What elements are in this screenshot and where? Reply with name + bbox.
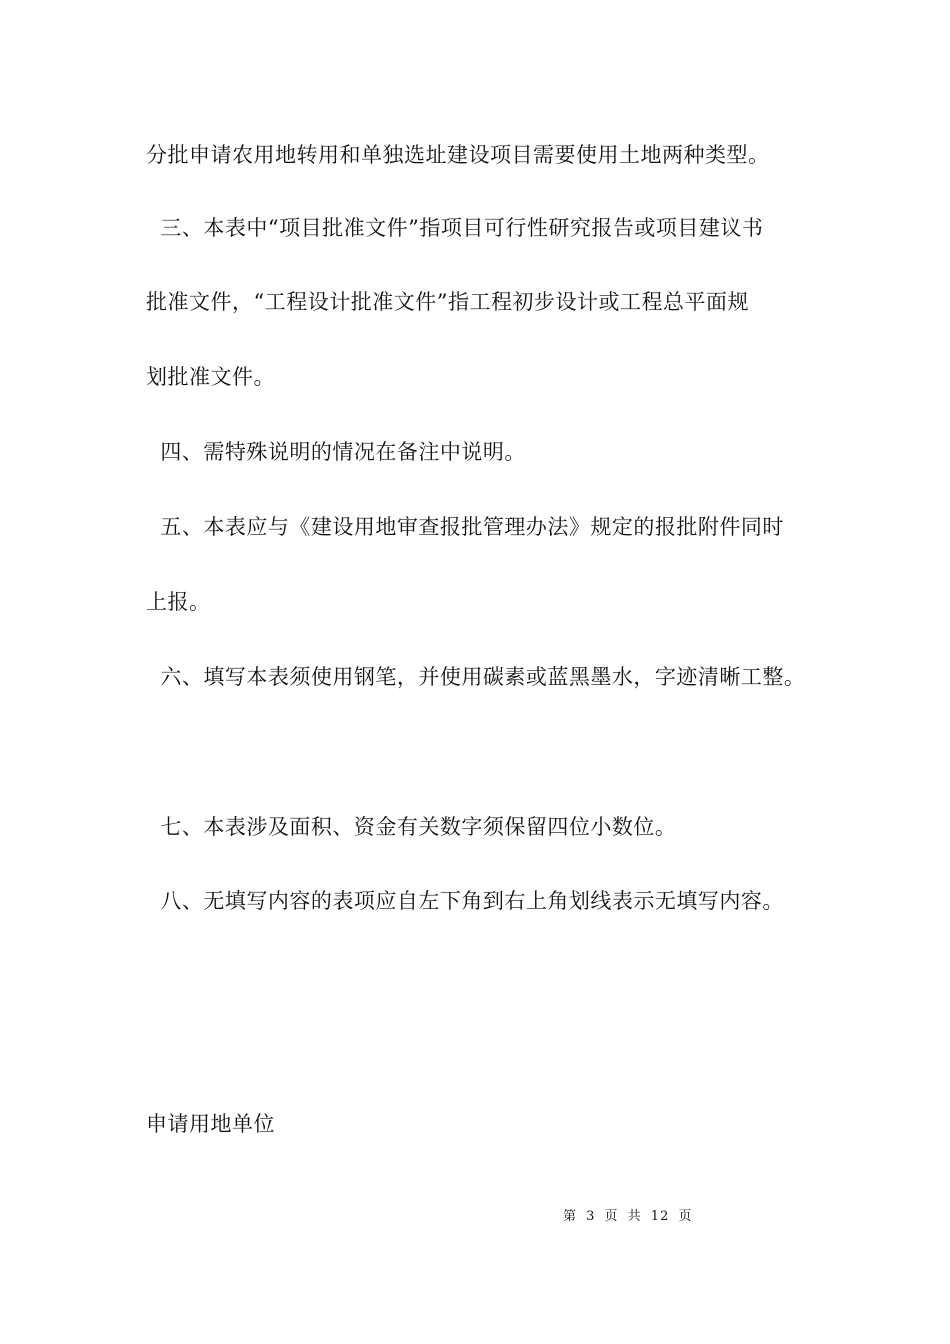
- applicant-label: 申请用地单位: [146, 1112, 275, 1136]
- page-footer: 第 3 页 共 12 页: [563, 1209, 693, 1224]
- body-line-4: 划批准文件。: [146, 365, 275, 389]
- body-line-6: 五、本表应与《建设用地审查报批管理办法》规定的报批附件同时: [146, 515, 784, 539]
- body-line-10: 八、无填写内容的表项应自左下角到右上角划线表示无填写内容。: [146, 889, 784, 913]
- body-line-1: 分批申请农用地转用和单独选址建设项目需要使用土地两种类型。: [146, 143, 770, 167]
- body-line-7: 上报。: [146, 590, 211, 614]
- body-line-9: 七、本表涉及面积、资金有关数字须保留四位小数位。: [146, 815, 677, 839]
- body-line-2: 三、本表中“项目批准文件”指项目可行性研究报告或项目建议书: [146, 216, 764, 240]
- body-line-5: 四、需特殊说明的情况在备注中说明。: [146, 440, 526, 464]
- body-line-3: 批准文件，“工程设计批准文件”指工程初步设计或工程总平面规: [146, 290, 749, 314]
- body-line-8: 六、填写本表须使用钢笔，并使用碳素或蓝黑墨水，字迹清晰工整。: [146, 665, 806, 689]
